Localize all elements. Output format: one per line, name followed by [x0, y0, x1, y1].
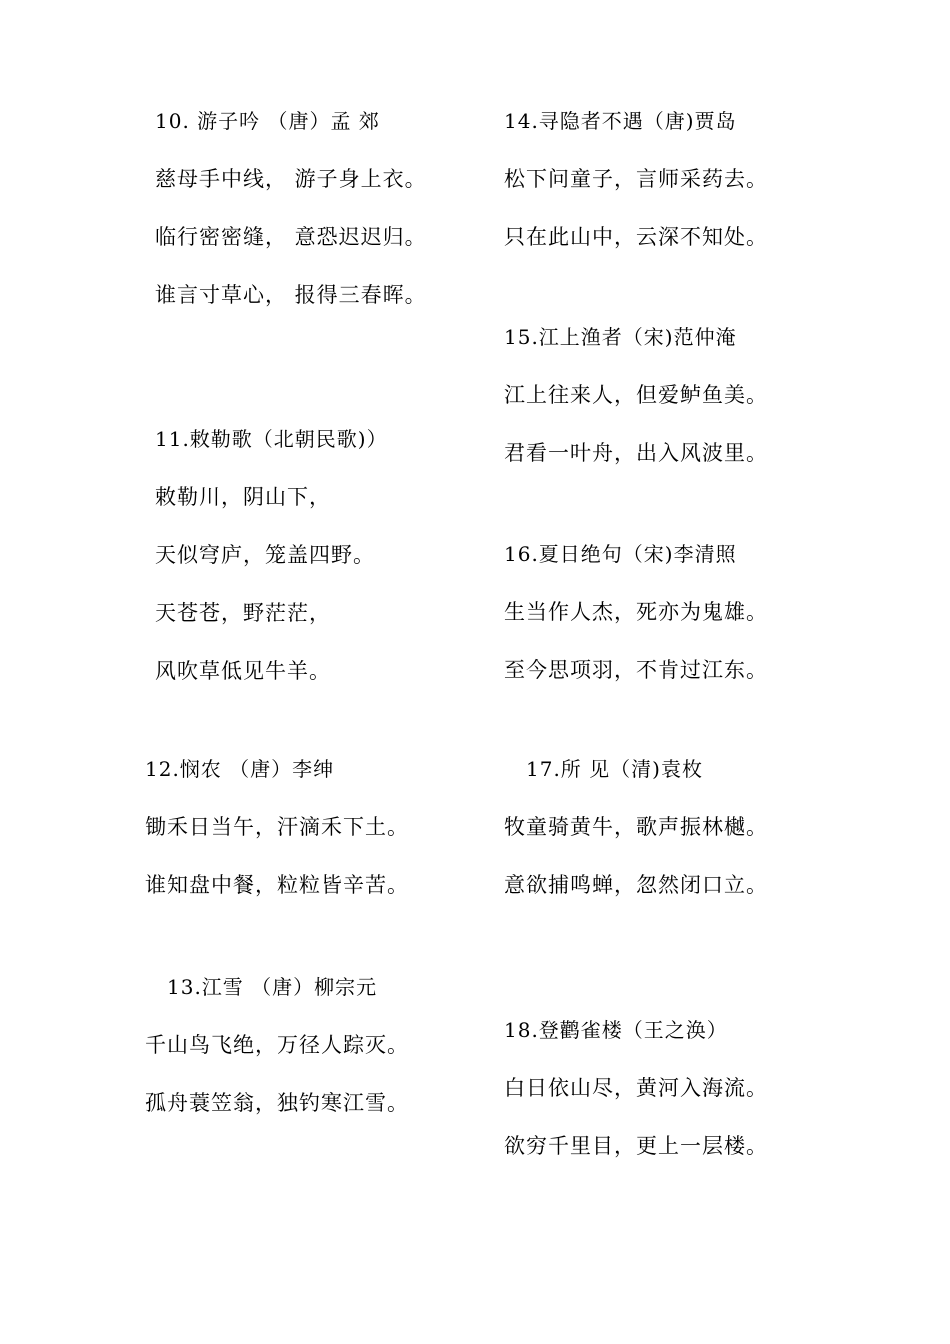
poem-line: 临行密密缝， 意恐迟迟归。 [155, 225, 427, 249]
poem-title: 17.所 见（清)袁枚 [526, 757, 703, 781]
poem-line: 江上往来人，但爱鲈鱼美。 [504, 383, 768, 407]
poem-title: 18.登鹳雀楼（王之涣） [504, 1018, 728, 1042]
poem-line: 谁知盘中餐，粒粒皆辛苦。 [145, 873, 409, 897]
poem-line: 慈母手中线， 游子身上衣。 [155, 167, 427, 191]
poem-line: 风吹草低见牛羊。 [155, 659, 331, 683]
poem-line: 敕勒川，阴山下， [155, 485, 331, 509]
poem-line: 天似穹庐，笼盖四野。 [155, 543, 375, 567]
poem-line: 至今思项羽，不肯过江东。 [504, 658, 768, 682]
poem-line: 白日依山尽，黄河入海流。 [504, 1076, 768, 1100]
poem-title: 16.夏日绝句（宋)李清照 [504, 542, 737, 566]
poem-line: 锄禾日当午，汗滴禾下土。 [145, 815, 409, 839]
poem-line: 欲穷千里目，更上一层楼。 [504, 1134, 768, 1158]
poem-line: 谁言寸草心， 报得三春晖。 [155, 283, 427, 307]
poem-title: 12.悯农 （唐）李绅 [145, 757, 335, 781]
poem-line: 松下问童子，言师采药去。 [504, 167, 768, 191]
poem-line: 生当作人杰，死亦为鬼雄。 [504, 600, 768, 624]
poem-line: 只在此山中，云深不知处。 [504, 225, 768, 249]
poem-line: 牧童骑黄牛，歌声振林樾。 [504, 815, 768, 839]
poem-title: 13.江雪 （唐）柳宗元 [167, 975, 378, 999]
poem-title: 10. 游子吟 （唐）孟 郊 [155, 109, 380, 133]
poem-title: 15.江上渔者（宋)范仲淹 [504, 325, 737, 349]
poem-title: 11.敕勒歌（北朝民歌)） [155, 427, 388, 451]
poem-line: 天苍苍，野茫茫， [155, 601, 331, 625]
poem-line: 君看一叶舟，出入风波里。 [504, 441, 768, 465]
poem-line: 意欲捕鸣蝉，忽然闭口立。 [504, 873, 768, 897]
poem-line: 千山鸟飞绝，万径人踪灭。 [145, 1033, 409, 1057]
poem-title: 14.寻隐者不遇（唐)贾岛 [504, 109, 737, 133]
poem-line: 孤舟蓑笠翁，独钓寒江雪。 [145, 1091, 409, 1115]
